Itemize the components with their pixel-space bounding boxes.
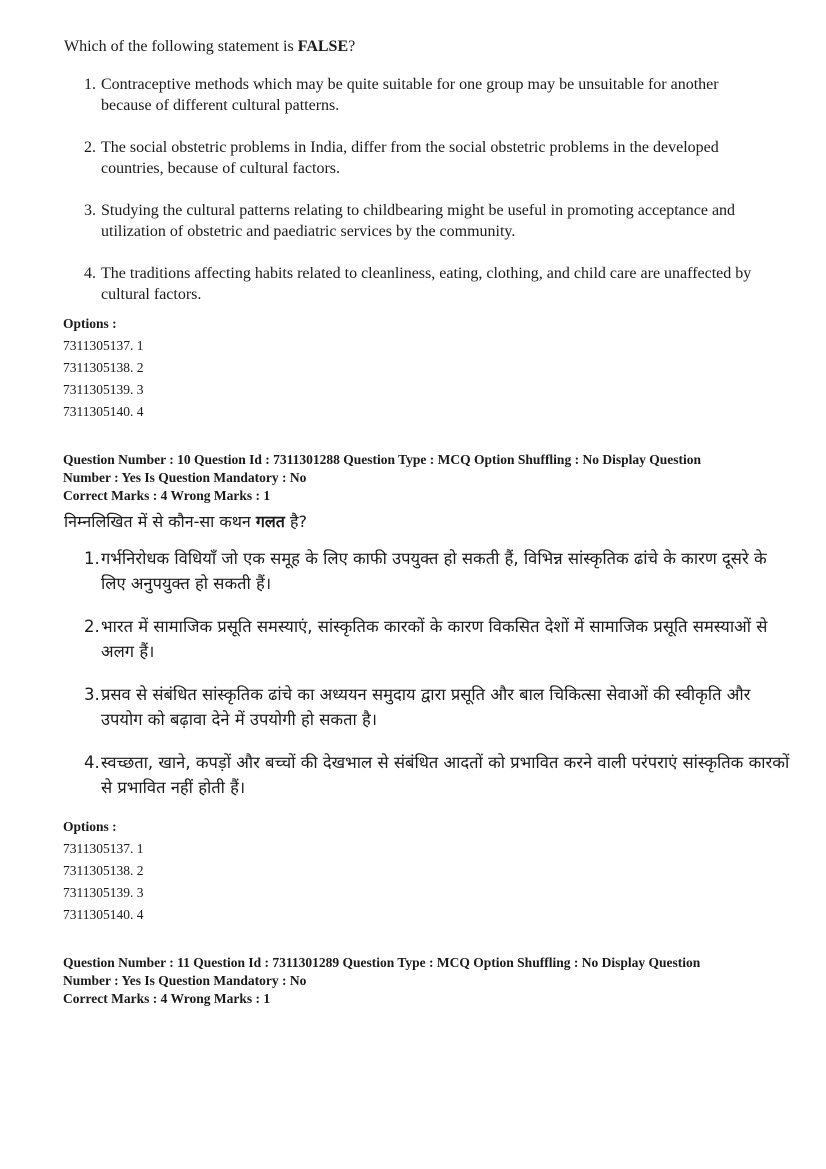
option-id: 7311305137. 1: [63, 338, 144, 353]
option-id: 7311305139. 3: [63, 382, 144, 397]
question-9-keyword: FALSE: [297, 38, 349, 55]
option-id: 7311305138. 2: [63, 863, 144, 878]
question-9-block: [64, 38, 764, 326]
question-9-options-label: Options :: [63, 316, 117, 331]
statement: 1. Contraceptive methods which may be quite suitable for one group may be unsuitable for another because of different cultural patterns.: [84, 76, 719, 114]
option-id: 7311305140. 4: [63, 907, 144, 922]
option-id: 7311305137. 1: [63, 841, 144, 856]
option-id: 7311305139. 3: [63, 885, 144, 900]
statement: 1. गर्भनिरोधक विधियाँ जो एक समूह के लिए काफी उपयुक्त हो सकती हैं, विभिन्न सांस्कृतिक ढांचे के कारण दूसरे के लिए अनुपयुक्त हो सकती हैं।: [84, 549, 767, 593]
statement: 2. The social obstetric problems in India, differ from the social obstetric problems in the developed countries, because of cultural factors.: [84, 139, 719, 177]
statement: 4. The traditions affecting habits related to cleanliness, eating, clothing, and child care are unaffected by cultural factors.: [84, 265, 752, 303]
question-10-statements: [64, 546, 794, 800]
option-id: 7311305140. 4: [63, 404, 144, 419]
question-10-keyword: गलत: [255, 512, 285, 531]
question-10-options-label: Options :: [63, 819, 117, 834]
question-11-meta: Question Number : 11 Question Id : 7311301289 Question Type : MCQ Option Shuffling : No Display Question Number : Yes Is Question Mandatory : No Correct Marks : 4 Wrong Marks : 1: [63, 955, 701, 1006]
statement: 4. स्वच्छता, खाने, कपड़ों और बच्चों की देखभाल से संबंधित आदतों को प्रभावित करने वाली परंपराएं सांस्कृतिक कारकों से प्रभावित नहीं होती हैं।: [84, 753, 790, 797]
option-id: 7311305138. 2: [63, 360, 144, 375]
question-10-meta: Question Number : 10 Question Id : 7311301288 Question Type : MCQ Option Shuffling : No Display Question Number : Yes Is Question Mandatory : No Correct Marks : 4 Wrong Marks : 1: [63, 452, 701, 503]
question-9-statements: [64, 74, 764, 305]
statement: 2. भारत में सामाजिक प्रसूति समस्याएं, सांस्कृतिक कारकों के कारण विकसित देशों में सामाजिक प्रसूति समस्याओं से अलग हैं।: [84, 617, 768, 661]
question-10-block: [64, 510, 794, 818]
statement: 3. प्रसव से संबंधित सांस्कृतिक ढांचे का अध्ययन समुदाय द्वारा प्रसूति और बाल चिकित्सा सेवाओं की स्वीकृति और उपयोग को बढ़ावा देने में उपयोगी हो सकता है।: [84, 685, 751, 729]
statement: 3. Studying the cultural patterns relating to childbearing might be useful in promoting acceptance and utilization of obstetric and paediatric services by the community.: [84, 202, 736, 240]
question-9-prompt: Which of the following statement is FALSE?: [64, 38, 356, 55]
question-10-prompt: निम्नलिखित में से कौन-सा कथन गलत है?: [64, 512, 307, 531]
